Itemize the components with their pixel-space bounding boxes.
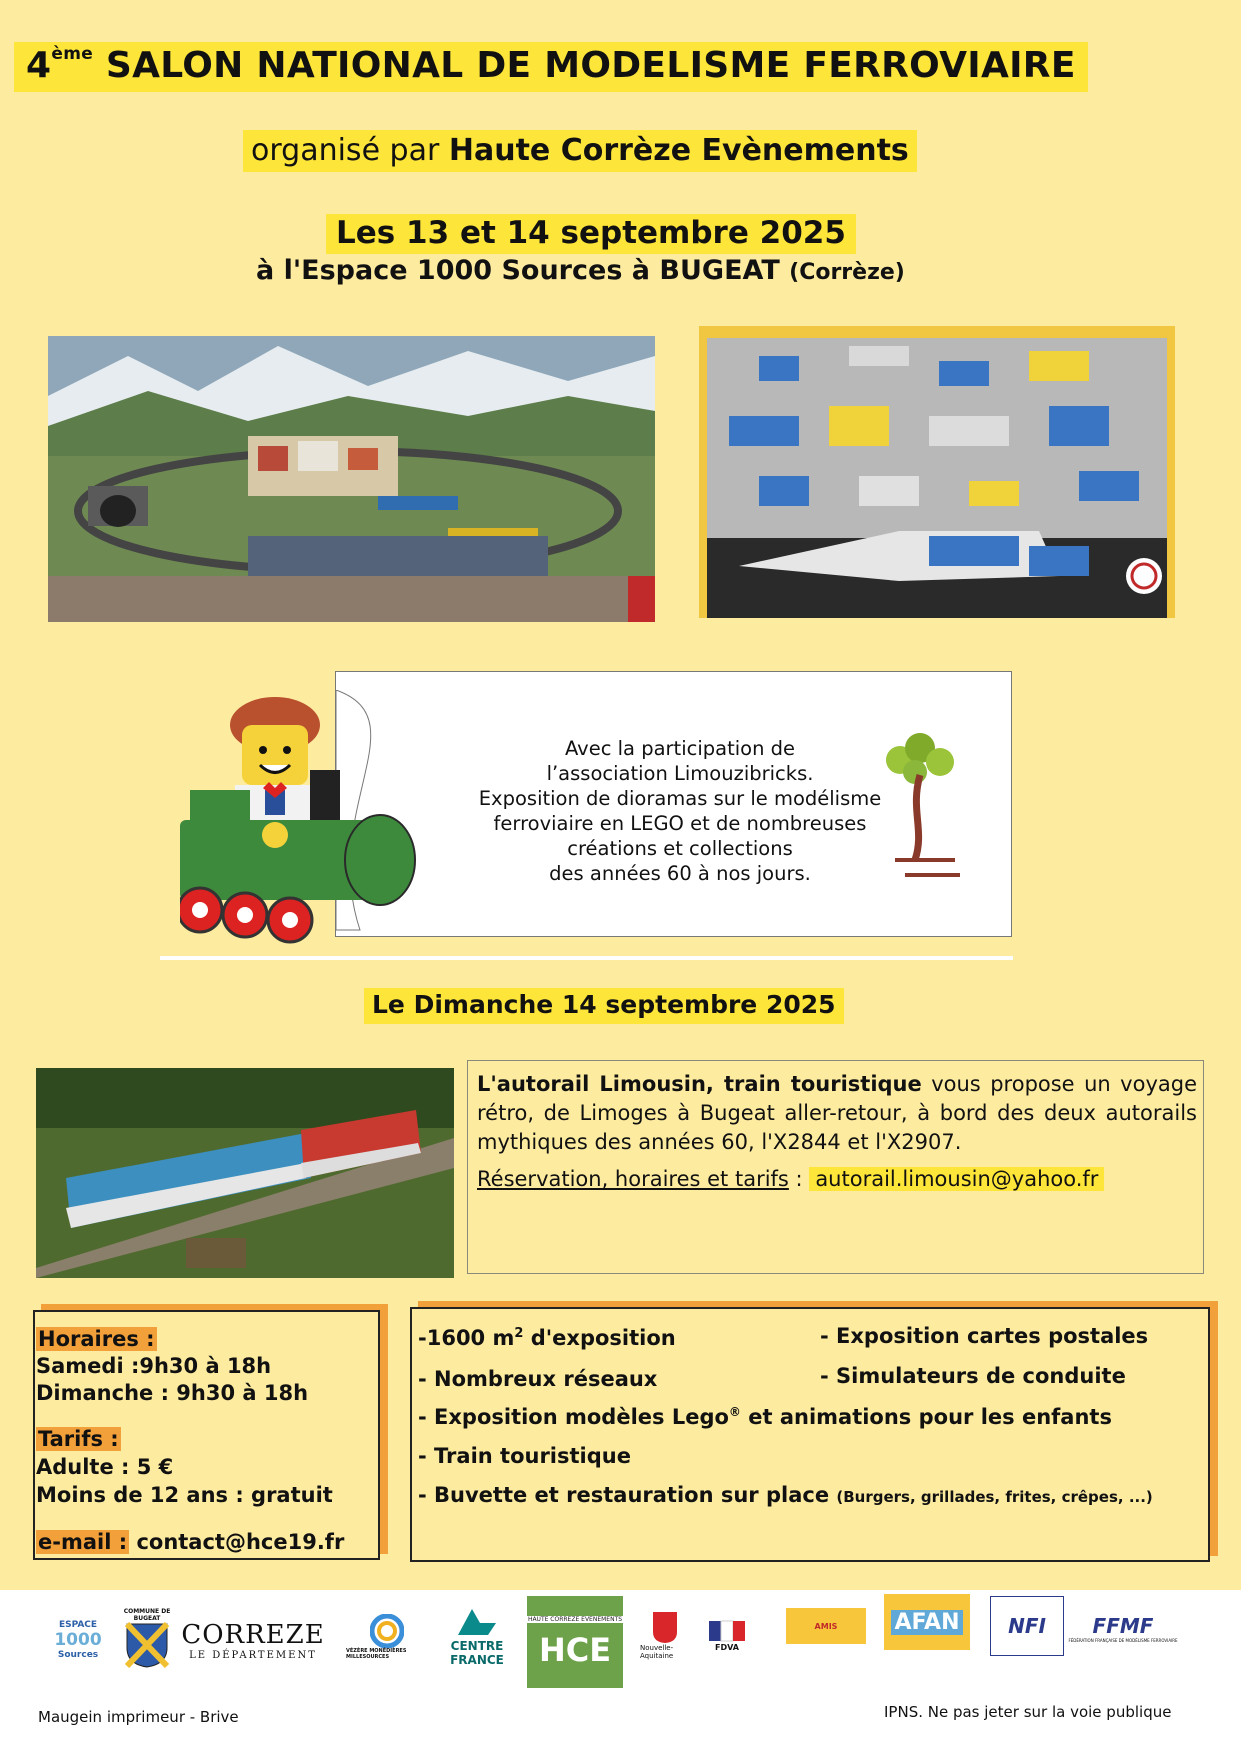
area-suffix: d'exposition (523, 1326, 676, 1350)
autorail-description (477, 1070, 1197, 1157)
lego-line: ferroviaire en LEGO et de nombreuses (493, 812, 867, 835)
bugeat-crest-logo (118, 1604, 176, 1672)
feature-lego (418, 1405, 1112, 1429)
hours-label-text: Horaires : (38, 1327, 155, 1351)
food-text: - Buvette et restauration sur place (418, 1483, 837, 1507)
ca-logo-line: CENTRE (450, 1639, 504, 1653)
organiser-prefix: organisé par (251, 133, 449, 168)
lego-feature-suffix: et animations pour les enfants (740, 1405, 1112, 1429)
autorail-photo (36, 1068, 454, 1278)
hce-logo-text: HCE (538, 1630, 612, 1669)
fdva-logo-text: FDVA (715, 1642, 739, 1652)
nfi-logo (990, 1596, 1064, 1656)
espace-logo-line: Sources (57, 1650, 99, 1660)
correze-departement-logo (181, 1610, 325, 1670)
correze-logo-line: CORREZE (181, 1619, 325, 1650)
hce-logo-top: HAUTE CORREZE EVENEMENTS (527, 1615, 623, 1623)
organiser-name: Haute Corrèze Evènements (448, 133, 909, 168)
reservation-line (477, 1167, 1104, 1191)
ffmf-logo-text: FFMF (1092, 1613, 1154, 1638)
reservation-label: Réservation, horaires et tarifs (477, 1167, 789, 1191)
correze-logo-line: LE DÉPARTEMENT (189, 1649, 317, 1661)
email-label: e-mail : (38, 1530, 128, 1554)
feature-train: - Train touristique (418, 1444, 631, 1468)
reservation-email[interactable]: autorail.limousin@yahoo.fr (809, 1167, 1104, 1191)
email-line (36, 1530, 344, 1554)
amis-logo-text: AMIS (814, 1621, 838, 1631)
ipns-notice: IPNS. Ne pas jeter sur la voie publique (884, 1703, 1172, 1721)
feature-postcards: - Exposition cartes postales (820, 1324, 1149, 1348)
saturday-hours: Samedi :9h30 à 18h (36, 1354, 272, 1378)
sunday-hours: Dimanche : 9h30 à 18h (36, 1381, 309, 1405)
lego-line: Exposition de dioramas sur le modélisme (478, 787, 882, 810)
lego-line: Avec la participation de (564, 737, 796, 760)
espace-logo-line: 1000 (54, 1630, 102, 1650)
prices-label (36, 1427, 121, 1451)
bugeat-logo-text: COMMUNE DE BUGEAT (123, 1608, 171, 1622)
espace-1000-sources-logo (48, 1610, 108, 1670)
feature-food (418, 1483, 1153, 1507)
train-description: vous propose un voyage rétro, de Limoges à Bugeat aller-retour, à bord des deux autorails mythiques des années 60, l'X2844 et l'X2907. (477, 1072, 1197, 1154)
espace-logo-line: ESPACE (58, 1620, 98, 1630)
afan-logo-text: AFAN (891, 1610, 964, 1635)
model-railway-photo (48, 336, 655, 622)
venue-main: à l'Espace 1000 Sources à BUGEAT (256, 255, 780, 286)
food-detail: (Burgers, grillades, frites, crêpes, ...) (836, 1488, 1153, 1506)
communaute-communes-logo (346, 1604, 428, 1670)
lego-line: créations et collections (567, 837, 793, 860)
event-title (14, 42, 1088, 92)
hours-label (36, 1327, 157, 1351)
credit-agricole-logo (442, 1596, 512, 1676)
lego-description (450, 736, 910, 886)
adult-price: Adulte : 5 € (36, 1455, 174, 1479)
lego-registered: ® (728, 1405, 741, 1419)
lego-feature-prefix: - Exposition modèles Lego (418, 1405, 729, 1429)
nouvelle-logo-text: Nouvelle-Aquitaine (640, 1644, 674, 1660)
ca-logo-line: FRANCE (450, 1653, 504, 1667)
venue-region: (Corrèze) (789, 260, 905, 285)
fdva-logo (694, 1604, 760, 1666)
lego-line: l’association Limouzibricks. (546, 762, 814, 785)
organiser-line (243, 130, 917, 172)
area-value: -1600 m (418, 1326, 515, 1350)
area-unit-sup: 2 (514, 1326, 524, 1341)
printer-credit: Maugein imprimeur - Brive (38, 1708, 239, 1726)
title-ordinal: ème (51, 44, 94, 64)
child-price: Moins de 12 ans : gratuit (36, 1483, 333, 1507)
train-name: L'autorail Limousin, train touristique (477, 1072, 922, 1096)
amis-logo (786, 1608, 866, 1644)
hce-logo (527, 1596, 623, 1688)
ffmf-logo (1068, 1598, 1178, 1658)
event-venue (256, 255, 905, 286)
title-number: 4 (26, 45, 52, 86)
lego-train-illustration (180, 670, 440, 960)
contact-email[interactable]: contact@hce19.fr (136, 1530, 345, 1554)
feature-area (418, 1326, 676, 1350)
title-main: SALON NATIONAL DE MODELISME FERROVIAIRE (105, 45, 1076, 86)
event-dates: Les 13 et 14 septembre 2025 (326, 214, 856, 254)
sunday-heading: Le Dimanche 14 septembre 2025 (364, 988, 844, 1024)
feature-networks: - Nombreux réseaux (418, 1367, 658, 1391)
feature-simulators: - Simulateurs de conduite (820, 1364, 1126, 1388)
nfi-logo-text: NFI (1008, 1614, 1046, 1638)
afan-logo (884, 1594, 970, 1650)
lego-line: des années 60 à nos jours. (549, 862, 811, 885)
prices-label-text: Tarifs : (38, 1427, 119, 1451)
nouvelle-aquitaine-logo (640, 1604, 690, 1666)
ffmf-logo-sub: FÉDÉRATION FRANÇAISE DE MODÉLISME FERROVIAIRE (1068, 1637, 1178, 1643)
reservation-separator: : (788, 1167, 810, 1191)
lego-space-photo (699, 326, 1175, 618)
ccv-logo-text: VÉZÈRE MONÉDIÈRES MILLESOURCES (346, 1648, 407, 1660)
